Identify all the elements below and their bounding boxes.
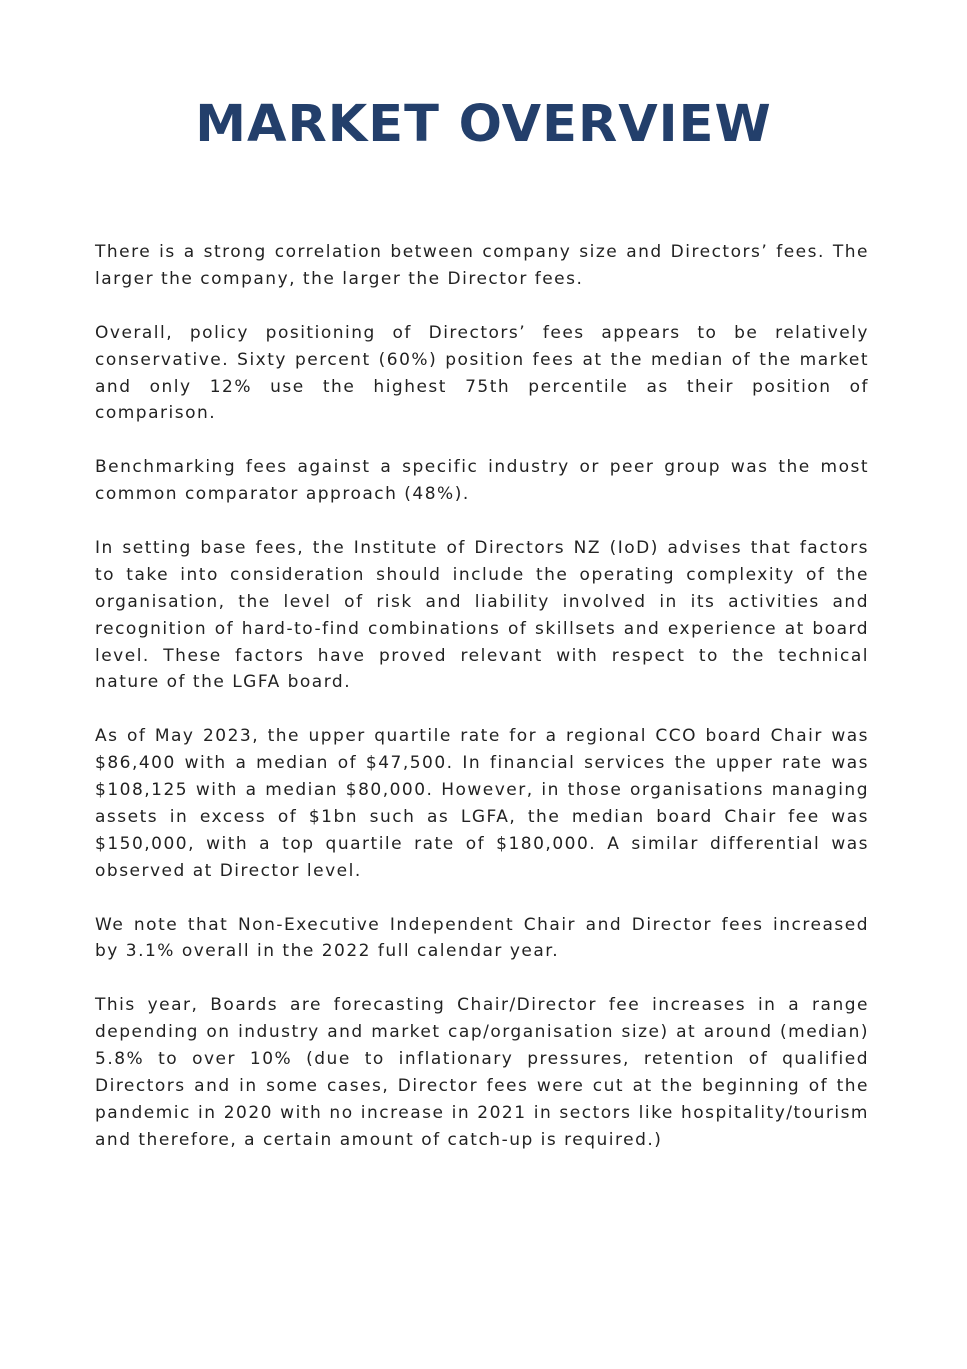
body-text bbox=[95, 239, 869, 1181]
paragraph-iod-advice: In setting base fees, the Institute of Directors NZ (IoD) advises that factors to take into consideration should include the operating complexity of the organisation, the level of risk and liability involved in its activities and recognition of hard-to-find combinations of skillsets and experience at board level. These factors have proved relevant with respect to the technical nature of the LGFA board. bbox=[95, 537, 869, 693]
paragraph-fee-rates: As of May 2023, the upper quartile rate for a regional CCO board Chair was $86,400 with a median of $47,500. In financial services the upper rate was $108,125 with a median $80,000. However, in those organisations managing assets in excess of $1bn such as LGFA, the median board Chair fee was $150,000, with a top quartile rate of $180,000. A similar differential was observed at Director level. bbox=[95, 726, 869, 881]
page-title: MARKET OVERVIEW bbox=[195, 95, 772, 154]
paragraph-forecast: This year, Boards are forecasting Chair/Director fee increases in a range depending on industry and market cap/organisation size) at around (median) 5.8% to over 10% (due to inflationary pressures, retention of qualified Directors and in some cases, Director fees were cut at the beginning of the pandemic in 2020 with no increase in 2021 in sectors like hospitality/tourism and therefore, a certain amount of catch-up is required.) bbox=[95, 995, 869, 1150]
paragraph-company-size: There is a strong correlation between company size and Directors’ fees. The larger the company, the larger the Director fees. bbox=[95, 242, 869, 289]
paragraph-policy-positioning: Overall, policy positioning of Directors’ fees appears to be relatively conservative. Sixty percent (60%) position fees at the median of the market and only 12% use the highest 75th percentile as their position of comparison. bbox=[95, 322, 869, 424]
paragraph-fee-increase-2022: We note that Non-Executive Independent Chair and Director fees increased by 3.1% overall in the 2022 full calendar year. bbox=[95, 914, 869, 962]
paragraph-benchmarking: Benchmarking fees against a specific industry or peer group was the most common comparator approach (48%). bbox=[95, 457, 869, 505]
